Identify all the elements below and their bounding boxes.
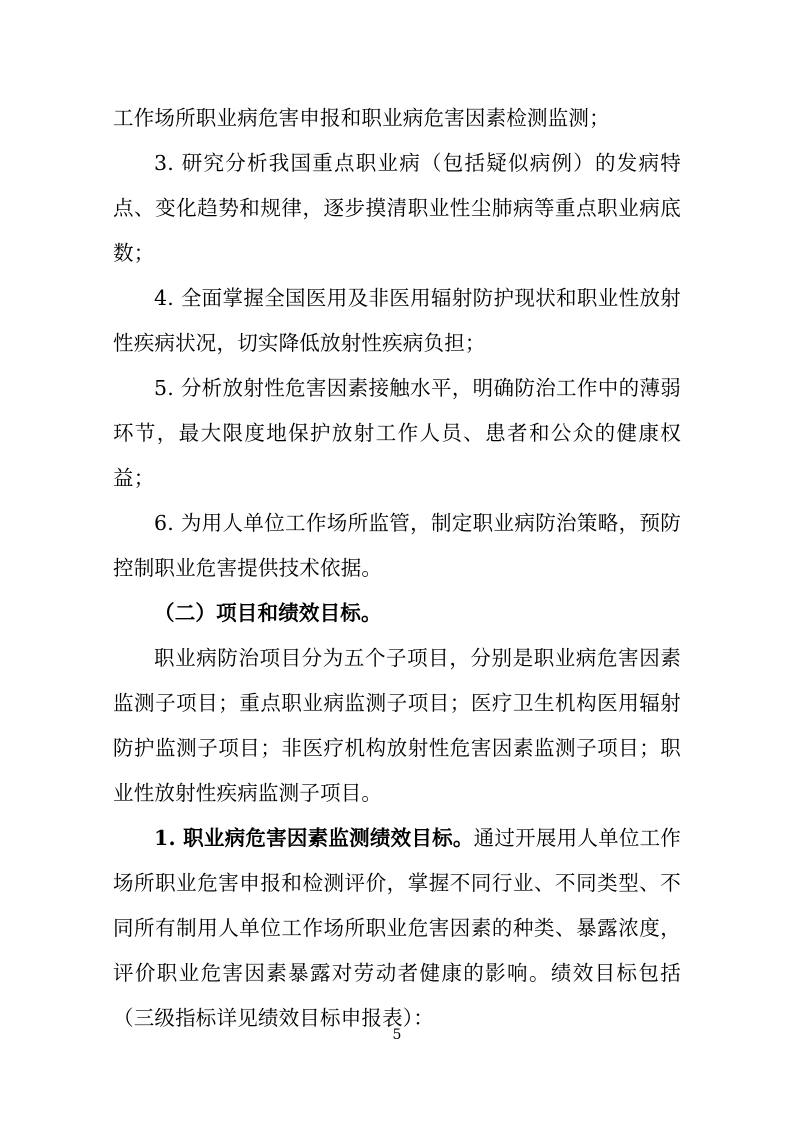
page-number: 5 (392, 1027, 402, 1043)
paragraph-2: 3. 研究分析我国重点职业病（包括疑似病例）的发病特点、变化趋势和规律，逐步摸清职业性尘肺病等重点职业病底数； (113, 151, 681, 265)
paragraph-8 (113, 816, 681, 1041)
paragraph-8-lead: 1. 职业病危害因素监测绩效目标。 (154, 826, 474, 850)
paragraph-8-rest: 通过开展用人单位工作场所职业危害申报和检测评价，掌握不同行业、不同类型、不同所有制用人单位工作场所职业危害因素的种类、暴露浓度，评价职业危害因素暴露对劳动者健康的影响。绩效目标包括（三级指标详见绩效目标申报表）： (113, 826, 682, 1030)
paragraph-7: 职业病防治项目分为五个子项目，分别是职业病危害因素监测子项目；重点职业病监测子项目；医疗卫生机构医用辐射防护监测子项目；非医疗机构放射性危害因素监测子项目；职业性放射性疾病监测子项目。 (113, 646, 681, 805)
paragraph-4: 5. 分析放射性危害因素接触水平，明确防治工作中的薄弱环节，最大限度地保护放射工作人员、患者和公众的健康权益； (113, 376, 681, 490)
document-body (113, 96, 681, 1041)
paragraph-5: 6. 为用人单位工作场所监管，制定职业病防治策略，预防控制职业危害提供技术依据。 (113, 511, 681, 580)
paragraph-3: 4. 全面掌握全国医用及非医用辐射防护现状和职业性放射性疾病状况，切实降低放射性疾病负担； (113, 286, 681, 355)
section-heading-2: （二）项目和绩效目标。 (154, 601, 382, 625)
paragraph-1: 工作场所职业病危害申报和职业病危害因素检测监测； (113, 106, 610, 130)
